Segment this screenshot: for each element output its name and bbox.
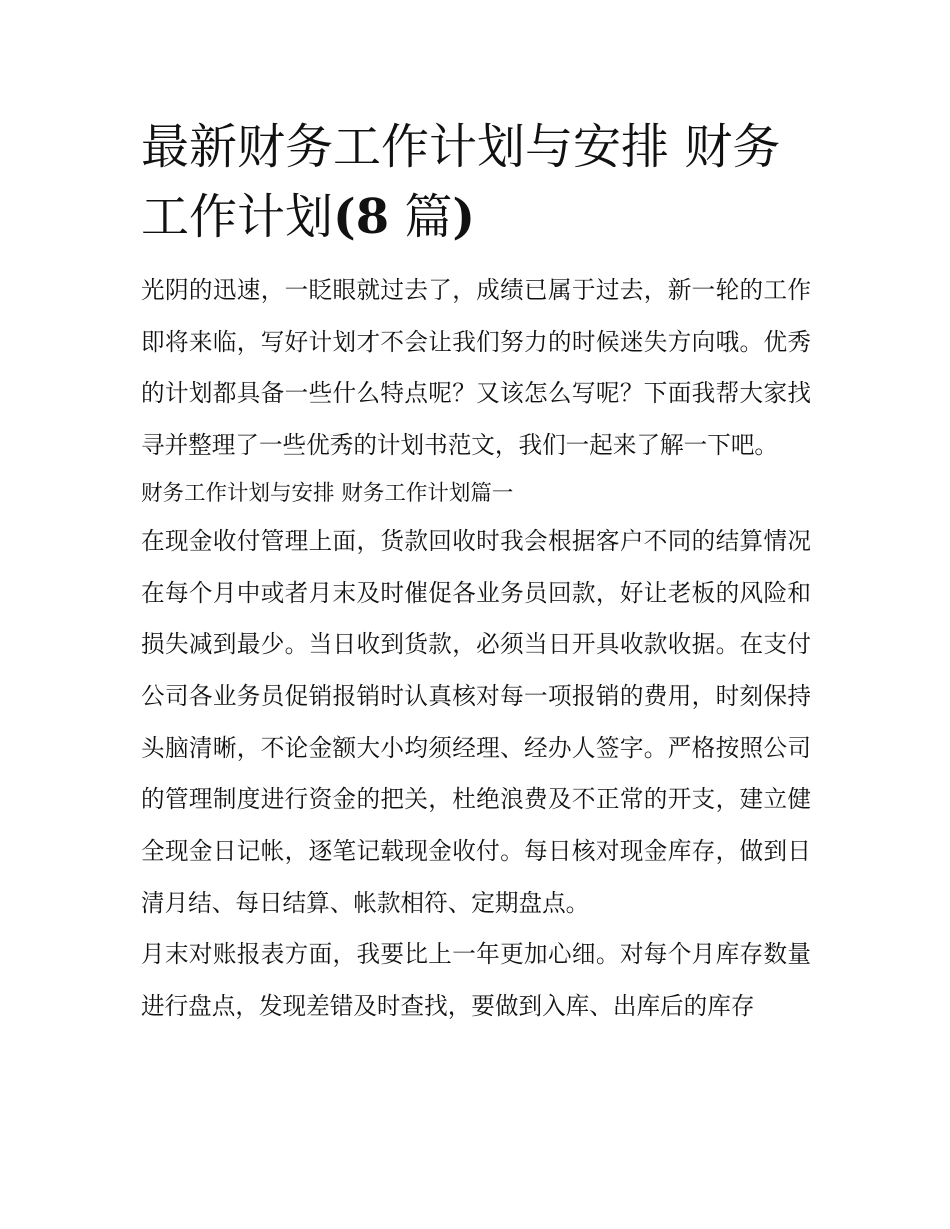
body-paragraph-2: 月末对账报表方面，我要比上一年更加心细。对每个月库存数量进行盘点，发现差错及时查找，要做到入库、出库后的库存 xyxy=(141,940,811,1021)
document-content xyxy=(141,112,811,1033)
intro-paragraph: 光阴的迅速，一眨眼就过去了，成绩已属于过去，新一轮的工作即将来临，写好计划才不会让我们努力的时候迷失方向哦。优秀的计划都具备一些什么特点呢？又该怎么写呢？下面我帮大家找寻并整理了一些优秀的计划书范文，我们一起来了解一下吧。 xyxy=(141,276,811,460)
title-line-2-prefix: 工作计划 xyxy=(141,189,334,245)
title-line-2-end: ) xyxy=(452,189,476,245)
title-line-2-middle: 篇 xyxy=(389,189,453,245)
body-paragraph-1: 在现金收付管理上面，货款回收时我会根据客户不同的结算情况在每个月中或者月末及时催促各业务员回款，好让老板的风险和损失减到最少。当日收到货款，必须当日开具收款收据。在支付公司各业务员促销报销时认真核对每一项报销的费用，时刻保持头脑清晰，不论金额大小均须经理、经办人签字。严格按照公司的管理制度进行资金的把关，杜绝浪费及不正常的开支，建立健全现金日记帐，逐笔记载现金收付。每日核对现金库存，做到日清月结、每日结算、帐款相符、定期盘点。 xyxy=(141,526,811,917)
title-line-2-number: (8 xyxy=(333,189,390,245)
document-title xyxy=(141,112,811,252)
title-line-1: 最新财务工作计划与安排 财务 xyxy=(141,119,781,175)
section-heading: 财务工作计划与安排 财务工作计划篇一 xyxy=(141,480,514,506)
